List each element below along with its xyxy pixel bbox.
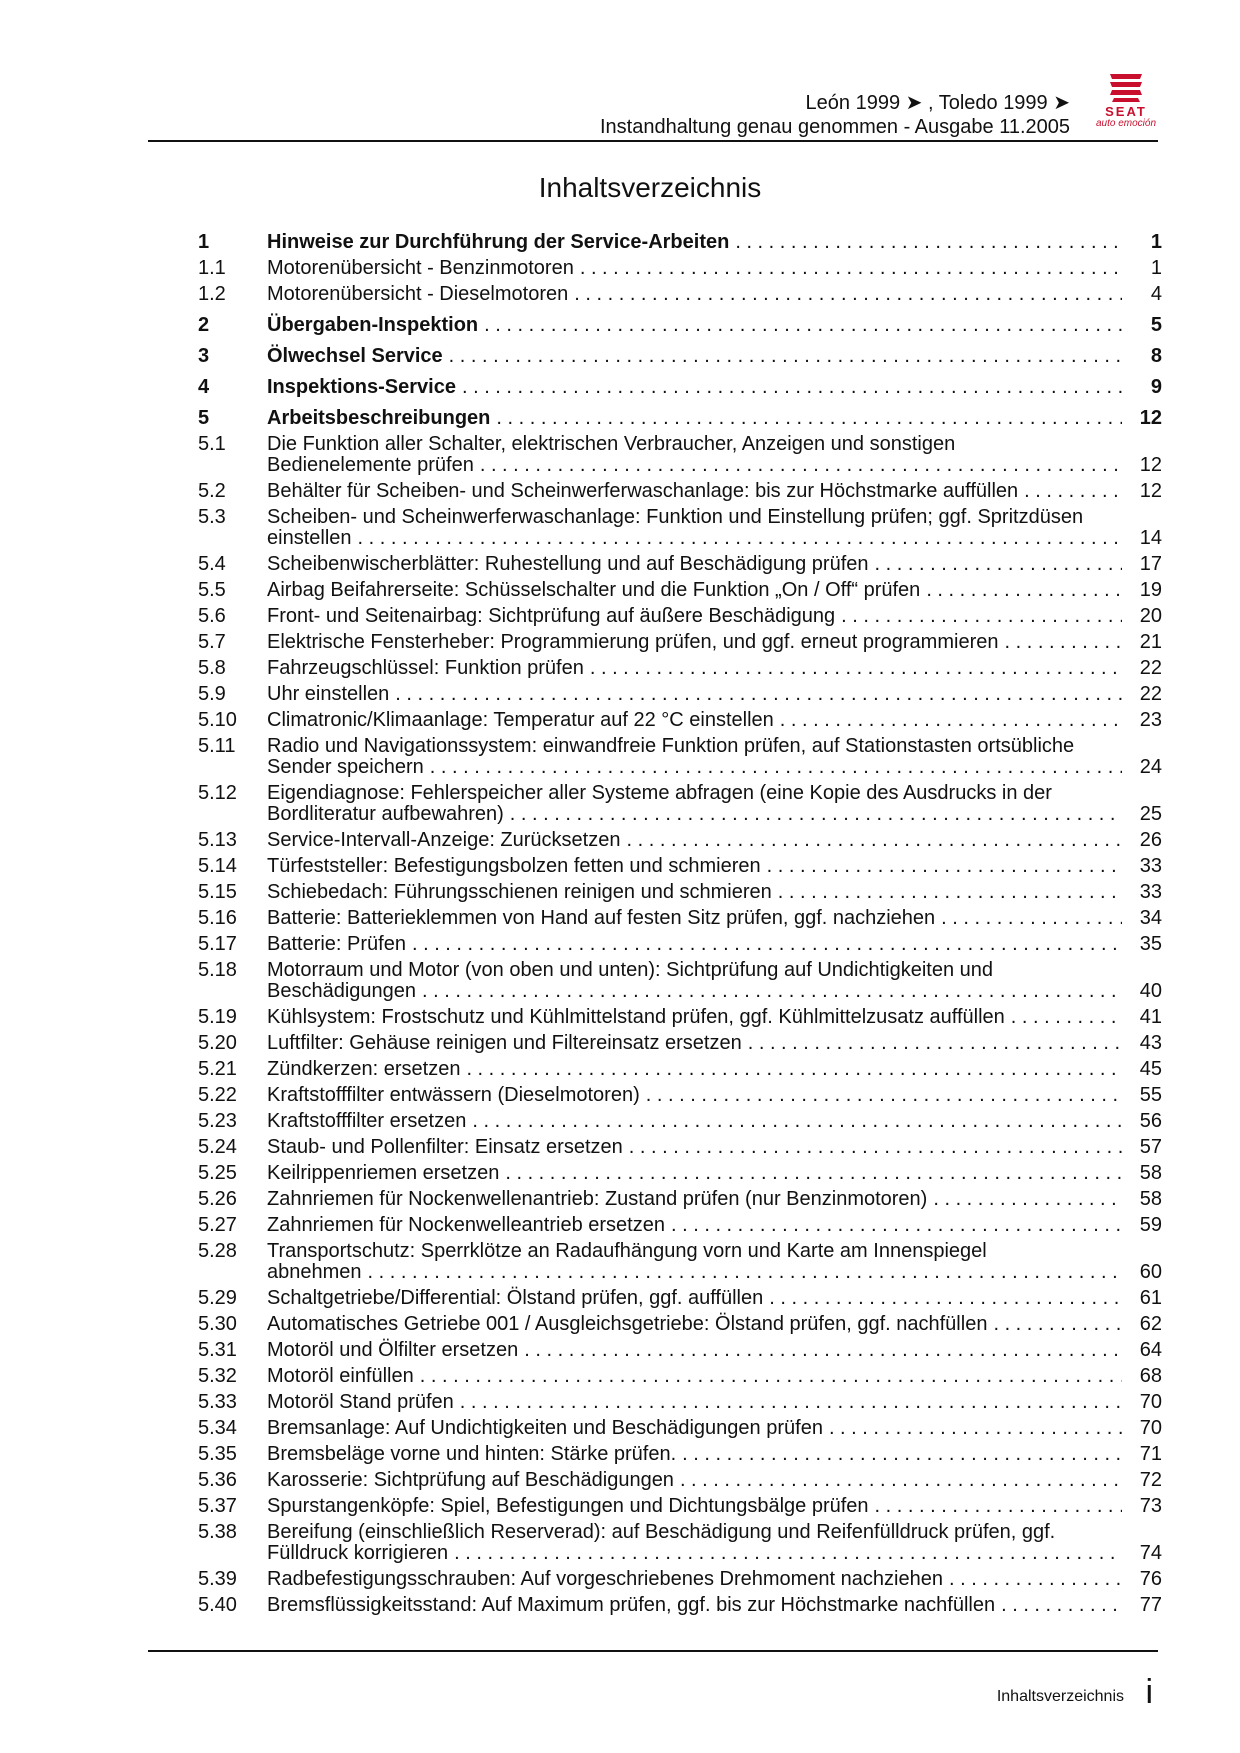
toc-entry[interactable] <box>198 1059 1162 1080</box>
dot-leader <box>422 981 1122 1002</box>
dot-leader <box>449 346 1122 367</box>
toc-entry-number: 5.33 <box>198 1391 237 1413</box>
toc-entry[interactable] <box>198 1595 1162 1616</box>
toc-entry-number: 2 <box>198 314 210 336</box>
toc-entry[interactable] <box>198 934 1162 955</box>
toc-entry-number: 5.28 <box>198 1240 237 1262</box>
toc-entry-title: Airbag Beifahrerseite: Schüsselschalter und die Funktion „On / Off“ prüfen <box>267 579 921 601</box>
dot-leader <box>767 856 1122 877</box>
toc-entry[interactable] <box>198 1241 1162 1283</box>
toc-entry-title: Batterie: Prüfen <box>267 933 406 955</box>
toc-entry-page: 70 <box>1139 1391 1162 1413</box>
toc-entry-title: Kraftstofffilter entwässern (Dieselmotoren) <box>267 1084 640 1106</box>
toc-entry[interactable] <box>198 408 1162 429</box>
toc-entry-title: Bordliteratur aufbewahren) <box>267 803 504 825</box>
dot-leader <box>875 1496 1122 1517</box>
toc-entry[interactable] <box>198 284 1162 305</box>
dot-leader <box>368 1262 1122 1283</box>
dot-leader <box>462 377 1122 398</box>
toc-entry[interactable] <box>198 1366 1162 1387</box>
toc-entry-number: 5.31 <box>198 1339 237 1361</box>
toc-entry[interactable] <box>198 346 1162 367</box>
toc-entry-title: Radbefestigungsschrauben: Auf vorgeschriebenes Drehmoment nachziehen <box>267 1568 943 1590</box>
toc-entry[interactable] <box>198 632 1162 653</box>
toc-entry-title-line: Eigendiagnose: Fehlerspeicher aller Systeme abfragen (eine Kopie des Ausdrucks in der <box>267 782 1052 804</box>
toc-entry-title: Staub- und Pollenfilter: Einsatz ersetzen <box>267 1136 623 1158</box>
toc-entry[interactable] <box>198 1163 1162 1184</box>
toc-entry-title: Bedienelemente prüfen <box>267 454 474 476</box>
toc-entry-page: 4 <box>1150 283 1162 305</box>
dot-leader <box>524 1340 1122 1361</box>
toc-entry-number: 5.1 <box>198 433 226 455</box>
dot-leader <box>778 882 1122 903</box>
toc-entry-page: 33 <box>1139 881 1162 903</box>
toc-entry-page: 12 <box>1139 407 1162 429</box>
toc-entry-page: 33 <box>1139 855 1162 877</box>
toc-entry[interactable] <box>198 481 1162 502</box>
toc-entry-title: Luftfilter: Gehäuse reinigen und Filtereinsatz ersetzen <box>267 1032 742 1054</box>
logo-brand: SEAT <box>1105 104 1147 119</box>
dot-leader <box>480 455 1122 476</box>
toc-entry-page: 1 <box>1150 257 1162 279</box>
toc-entry-number: 5.38 <box>198 1521 237 1543</box>
toc-entry-number: 5.21 <box>198 1058 237 1080</box>
toc-entry-number: 5.7 <box>198 631 226 653</box>
toc-entry-title-line: Radio und Navigationssystem: einwandfreie Funktion prüfen, auf Stationstasten ortsübliche <box>267 735 1075 757</box>
toc-entry-number: 5.29 <box>198 1287 237 1309</box>
toc-entry-number: 5.10 <box>198 709 237 731</box>
dot-leader <box>680 1470 1122 1491</box>
toc-entry-number: 5.37 <box>198 1495 237 1517</box>
toc-entry[interactable] <box>198 684 1162 705</box>
toc-entry-title: Arbeitsbeschreibungen <box>267 407 491 429</box>
toc-entry-page: 43 <box>1139 1032 1162 1054</box>
toc-entry[interactable] <box>198 315 1162 336</box>
toc-entry[interactable] <box>198 580 1162 601</box>
dot-leader <box>646 1085 1122 1106</box>
page-title: Inhaltsverzeichnis <box>538 172 762 203</box>
toc-entry-page: 14 <box>1139 527 1162 549</box>
toc-entry[interactable] <box>198 1569 1162 1590</box>
toc-entry-page: 70 <box>1139 1417 1162 1439</box>
toc-entry-title: Inspektions-Service <box>267 376 456 398</box>
toc-entry-title: Bremsanlage: Auf Undichtigkeiten und Beschädigungen prüfen <box>267 1417 823 1439</box>
toc-entry-title: Motoröl Stand prüfen <box>267 1391 454 1413</box>
table-of-contents <box>198 232 1162 1616</box>
toc-entry-page: 9 <box>1150 376 1162 398</box>
dot-leader <box>395 684 1122 705</box>
dot-leader <box>574 284 1122 305</box>
toc-entry-page: 77 <box>1139 1594 1162 1616</box>
toc-entry-title: Service-Intervall-Anzeige: Zurücksetzen <box>267 829 621 851</box>
toc-entry[interactable] <box>198 1340 1162 1361</box>
dot-leader <box>841 606 1122 627</box>
toc-entry-title: Motorenübersicht - Dieselmotoren <box>267 283 569 305</box>
toc-entry-title: Übergaben-Inspektion <box>267 314 479 336</box>
footer-page-number: i <box>1145 1673 1153 1711</box>
dot-leader <box>496 408 1122 429</box>
toc-entry-page: 58 <box>1139 1162 1162 1184</box>
toc-entry-page: 12 <box>1139 480 1162 502</box>
dot-leader <box>580 258 1122 279</box>
toc-entry-title: Beschädigungen <box>267 980 417 1002</box>
header-subtitle: Instandhaltung genau genommen - Ausgabe 11.2005 <box>600 116 1070 138</box>
toc-entry-title: Schaltgetriebe/Differential: Ölstand prüfen, ggf. auffüllen <box>267 1287 764 1309</box>
toc-entry[interactable] <box>198 507 1162 549</box>
toc-entry-page: 19 <box>1139 579 1162 601</box>
dot-leader <box>510 804 1122 825</box>
seat-s-icon <box>1104 70 1148 104</box>
toc-entry-number: 5.19 <box>198 1006 237 1028</box>
toc-entry-page: 24 <box>1139 756 1162 778</box>
toc-entry-number: 5.36 <box>198 1469 237 1491</box>
dot-leader <box>926 580 1122 601</box>
toc-entry-number: 5.14 <box>198 855 237 877</box>
toc-entry-page: 55 <box>1139 1084 1162 1106</box>
toc-entry-number: 1 <box>198 231 210 253</box>
toc-entry[interactable] <box>198 908 1162 929</box>
toc-entry-number: 4 <box>198 376 210 398</box>
dot-leader <box>829 1418 1122 1439</box>
toc-entry-number: 5 <box>198 407 210 429</box>
toc-entry-number: 5.3 <box>198 506 226 528</box>
dot-leader <box>1004 632 1122 653</box>
toc-entry-title: Fülldruck korrigieren <box>267 1542 449 1564</box>
toc-entry-title: Sender speichern <box>267 756 424 778</box>
toc-entry-page: 20 <box>1139 605 1162 627</box>
toc-entry[interactable] <box>198 1137 1162 1158</box>
dot-leader <box>466 1059 1122 1080</box>
dot-leader <box>735 232 1122 253</box>
dot-leader <box>748 1033 1122 1054</box>
toc-entry-title: abnehmen <box>267 1261 362 1283</box>
header-rule <box>148 140 1158 142</box>
toc-entry-title: Ölwechsel Service <box>267 345 443 367</box>
toc-entry-number: 5.22 <box>198 1084 237 1106</box>
toc-entry[interactable] <box>198 1496 1162 1517</box>
dot-leader <box>629 1137 1122 1158</box>
toc-entry-title: Motorenübersicht - Benzinmotoren <box>267 257 574 279</box>
toc-entry[interactable] <box>198 882 1162 903</box>
toc-entry-title: Hinweise zur Durchführung der Service-Arbeiten <box>267 231 730 253</box>
toc-entry-number: 5.12 <box>198 782 237 804</box>
toc-entry[interactable] <box>198 960 1162 1002</box>
toc-entry-page: 22 <box>1139 683 1162 705</box>
toc-entry-page: 68 <box>1139 1365 1162 1387</box>
toc-entry-title: Schiebedach: Führungsschienen reinigen und schmieren <box>267 881 772 903</box>
toc-entry-page: 17 <box>1139 553 1162 575</box>
toc-entry[interactable] <box>198 1470 1162 1491</box>
dot-leader <box>671 1215 1122 1236</box>
dot-leader <box>472 1111 1122 1132</box>
toc-entry[interactable] <box>198 736 1162 778</box>
toc-entry-number: 1.2 <box>198 283 226 305</box>
toc-entry-title: Batterie: Batterieklemmen von Hand auf festen Sitz prüfen, ggf. nachziehen <box>267 907 936 929</box>
toc-entry[interactable] <box>198 606 1162 627</box>
dot-leader <box>420 1366 1122 1387</box>
toc-entry-title-line: Transportschutz: Sperrklötze an Radaufhängung vorn und Karte am Innenspiegel <box>267 1240 987 1262</box>
toc-entry[interactable] <box>198 258 1162 279</box>
toc-entry-page: 60 <box>1139 1261 1162 1283</box>
toc-entry-page: 34 <box>1139 907 1162 929</box>
toc-entry-number: 5.26 <box>198 1188 237 1210</box>
dot-leader <box>993 1314 1122 1335</box>
toc-entry-title-line: Motorraum und Motor (von oben und unten): Sichtprüfung auf Undichtigkeiten und <box>267 959 993 981</box>
toc-entry-title: Spurstangenköpfe: Spiel, Befestigungen und Dichtungsbälge prüfen <box>267 1495 869 1517</box>
toc-entry-number: 1.1 <box>198 257 226 279</box>
toc-entry-title: Zahnriemen für Nockenwellenantrieb: Zustand prüfen (nur Benzinmotoren) <box>267 1188 928 1210</box>
toc-entry-page: 25 <box>1139 803 1162 825</box>
toc-entry-title: Scheibenwischerblätter: Ruhestellung und auf Beschädigung prüfen <box>267 553 869 575</box>
dot-leader <box>949 1569 1122 1590</box>
toc-entry-number: 5.16 <box>198 907 237 929</box>
toc-entry-title-line: Bereifung (einschließlich Reserverad): auf Beschädigung und Reifenfülldruck prüfen, ggf. <box>267 1521 1056 1543</box>
toc-entry[interactable] <box>198 554 1162 575</box>
toc-entry-title: Automatisches Getriebe 001 / Ausgleichsgetriebe: Ölstand prüfen, ggf. nachfüllen <box>267 1313 988 1335</box>
toc-entry-title: Kraftstofffilter ersetzen <box>267 1110 467 1132</box>
toc-entry-page: 1 <box>1150 231 1162 253</box>
toc-entry-page: 56 <box>1139 1110 1162 1132</box>
toc-entry-title: einstellen <box>267 527 352 549</box>
toc-entry-number: 5.35 <box>198 1443 237 1465</box>
toc-entry-title: Behälter für Scheiben- und Scheinwerferwaschanlage: bis zur Höchstmarke auffüllen <box>267 480 1019 502</box>
dot-leader <box>484 315 1122 336</box>
toc-entry-page: 58 <box>1139 1188 1162 1210</box>
toc-entry-title: Uhr einstellen <box>267 683 390 705</box>
toc-entry[interactable] <box>198 1033 1162 1054</box>
dot-leader <box>626 830 1122 851</box>
seat-logo <box>1086 70 1166 132</box>
toc-entry-page: 22 <box>1139 657 1162 679</box>
dot-leader <box>454 1543 1122 1564</box>
dot-leader <box>941 908 1122 929</box>
toc-entry-number: 5.4 <box>198 553 226 575</box>
toc-entry-title: Motoröl und Ölfilter ersetzen <box>267 1339 519 1361</box>
dot-leader <box>430 757 1122 778</box>
footer-rule <box>148 1650 1158 1652</box>
toc-entry-page: 41 <box>1139 1006 1162 1028</box>
toc-entry-page: 12 <box>1139 454 1162 476</box>
logo-tagline: auto emoción <box>1095 118 1157 129</box>
toc-entry[interactable] <box>198 1215 1162 1236</box>
toc-entry-number: 5.13 <box>198 829 237 851</box>
toc-entry-title: Türfeststeller: Befestigungsbolzen fetten und schmieren <box>267 855 761 877</box>
toc-entry-number: 5.8 <box>198 657 226 679</box>
toc-entry[interactable] <box>198 1418 1162 1439</box>
toc-entry-page: 35 <box>1139 933 1162 955</box>
dot-leader <box>1011 1007 1122 1028</box>
dot-leader <box>769 1288 1122 1309</box>
toc-entry-title: Bremsflüssigkeitsstand: Auf Maximum prüfen, ggf. bis zur Höchstmarke nachfüllen <box>267 1594 996 1616</box>
toc-entry[interactable] <box>198 1007 1162 1028</box>
toc-entry-number: 5.39 <box>198 1568 237 1590</box>
toc-entry-title: Front- und Seitenairbag: Sichtprüfung auf äußere Beschädigung <box>267 605 836 627</box>
toc-entry[interactable] <box>198 1314 1162 1335</box>
toc-entry-title: Elektrische Fensterheber: Programmierung prüfen, und ggf. erneut programmieren <box>267 631 999 653</box>
toc-entry-page: 64 <box>1139 1339 1162 1361</box>
toc-entry-page: 40 <box>1139 980 1162 1002</box>
toc-entry-page: 8 <box>1150 345 1162 367</box>
toc-entry[interactable] <box>198 1392 1162 1413</box>
toc-entry[interactable] <box>198 1288 1162 1309</box>
toc-entry-page: 72 <box>1139 1469 1162 1491</box>
toc-entry-number: 5.25 <box>198 1162 237 1184</box>
toc-entry[interactable] <box>198 1444 1162 1465</box>
toc-entry-page: 62 <box>1139 1313 1162 1335</box>
toc-entry[interactable] <box>198 1085 1162 1106</box>
toc-entry-title: Climatronic/Klimaanlage: Temperatur auf 22 °C einstellen <box>267 709 774 731</box>
toc-entry[interactable] <box>198 658 1162 679</box>
header-models: León 1999 ➤ , Toledo 1999 ➤ <box>805 92 1070 114</box>
toc-entry-title: Kühlsystem: Frostschutz und Kühlmittelstand prüfen, ggf. Kühlmittelzusatz auffüllen <box>267 1006 1005 1028</box>
toc-entry-number: 3 <box>198 345 210 367</box>
dot-leader <box>460 1392 1122 1413</box>
toc-entry-number: 5.15 <box>198 881 237 903</box>
toc-entry[interactable] <box>198 1189 1162 1210</box>
toc-entry-number: 5.40 <box>198 1594 237 1616</box>
toc-entry-page: 71 <box>1139 1443 1162 1465</box>
toc-entry[interactable] <box>198 1522 1162 1564</box>
toc-entry-title: Motoröl einfüllen <box>267 1365 414 1387</box>
toc-entry-number: 5.20 <box>198 1032 237 1054</box>
toc-entry-title-line: Scheiben- und Scheinwerferwaschanlage: Funktion und Einstellung prüfen; ggf. Spritzdüsen <box>267 506 1084 528</box>
toc-entry-page: 74 <box>1139 1542 1162 1564</box>
toc-entry[interactable] <box>198 830 1162 851</box>
dot-leader <box>875 554 1122 575</box>
toc-entry[interactable] <box>198 783 1162 825</box>
toc-entry-title: Fahrzeugschlüssel: Funktion prüfen <box>267 657 584 679</box>
toc-entry-page: 26 <box>1139 829 1162 851</box>
toc-entry-title: Zündkerzen: ersetzen <box>267 1058 461 1080</box>
toc-entry-page: 5 <box>1150 314 1162 336</box>
toc-entry[interactable] <box>198 377 1162 398</box>
dot-leader <box>358 528 1122 549</box>
toc-entry[interactable] <box>198 856 1162 877</box>
dot-leader <box>1001 1595 1122 1616</box>
toc-entry-title: Zahnriemen für Nockenwelleantrieb ersetzen <box>267 1214 665 1236</box>
toc-entry-number: 5.5 <box>198 579 226 601</box>
toc-entry[interactable] <box>198 1111 1162 1132</box>
dot-leader <box>1024 481 1122 502</box>
toc-entry-number: 5.9 <box>198 683 226 705</box>
footer-label: Inhaltsverzeichnis <box>996 1688 1124 1705</box>
toc-entry[interactable] <box>198 710 1162 731</box>
toc-entry-number: 5.18 <box>198 959 237 981</box>
toc-entry-number: 5.30 <box>198 1313 237 1335</box>
toc-entry-number: 5.32 <box>198 1365 237 1387</box>
toc-entry-title: Karosserie: Sichtprüfung auf Beschädigungen <box>267 1469 674 1491</box>
toc-entry-page: 61 <box>1139 1287 1162 1309</box>
toc-entry-title: Keilrippenriemen ersetzen <box>267 1162 500 1184</box>
toc-entry-page: 21 <box>1139 631 1162 653</box>
toc-entry[interactable] <box>198 232 1162 253</box>
dot-leader <box>412 934 1122 955</box>
dot-leader <box>682 1444 1122 1465</box>
toc-entry-page: 59 <box>1139 1214 1162 1236</box>
toc-entry-title-line: Die Funktion aller Schalter, elektrischen Verbraucher, Anzeigen und sonstigen <box>267 433 956 455</box>
toc-entry-number: 5.34 <box>198 1417 237 1439</box>
toc-entry-number: 5.17 <box>198 933 237 955</box>
toc-entry-page: 76 <box>1139 1568 1162 1590</box>
dot-leader <box>933 1189 1122 1210</box>
toc-entry-number: 5.2 <box>198 480 226 502</box>
toc-entry-page: 57 <box>1139 1136 1162 1158</box>
toc-entry-page: 73 <box>1139 1495 1162 1517</box>
toc-entry-title: Bremsbeläge vorne und hinten: Stärke prüfen. <box>267 1443 677 1465</box>
toc-entry[interactable] <box>198 434 1162 476</box>
toc-entry-page: 23 <box>1139 709 1162 731</box>
toc-entry-number: 5.11 <box>198 735 236 757</box>
toc-entry-number: 5.6 <box>198 605 226 627</box>
dot-leader <box>505 1163 1122 1184</box>
dot-leader <box>780 710 1122 731</box>
toc-entry-page: 45 <box>1139 1058 1162 1080</box>
toc-entry-number: 5.24 <box>198 1136 237 1158</box>
dot-leader <box>590 658 1122 679</box>
toc-entry-number: 5.27 <box>198 1214 237 1236</box>
toc-entry-number: 5.23 <box>198 1110 237 1132</box>
